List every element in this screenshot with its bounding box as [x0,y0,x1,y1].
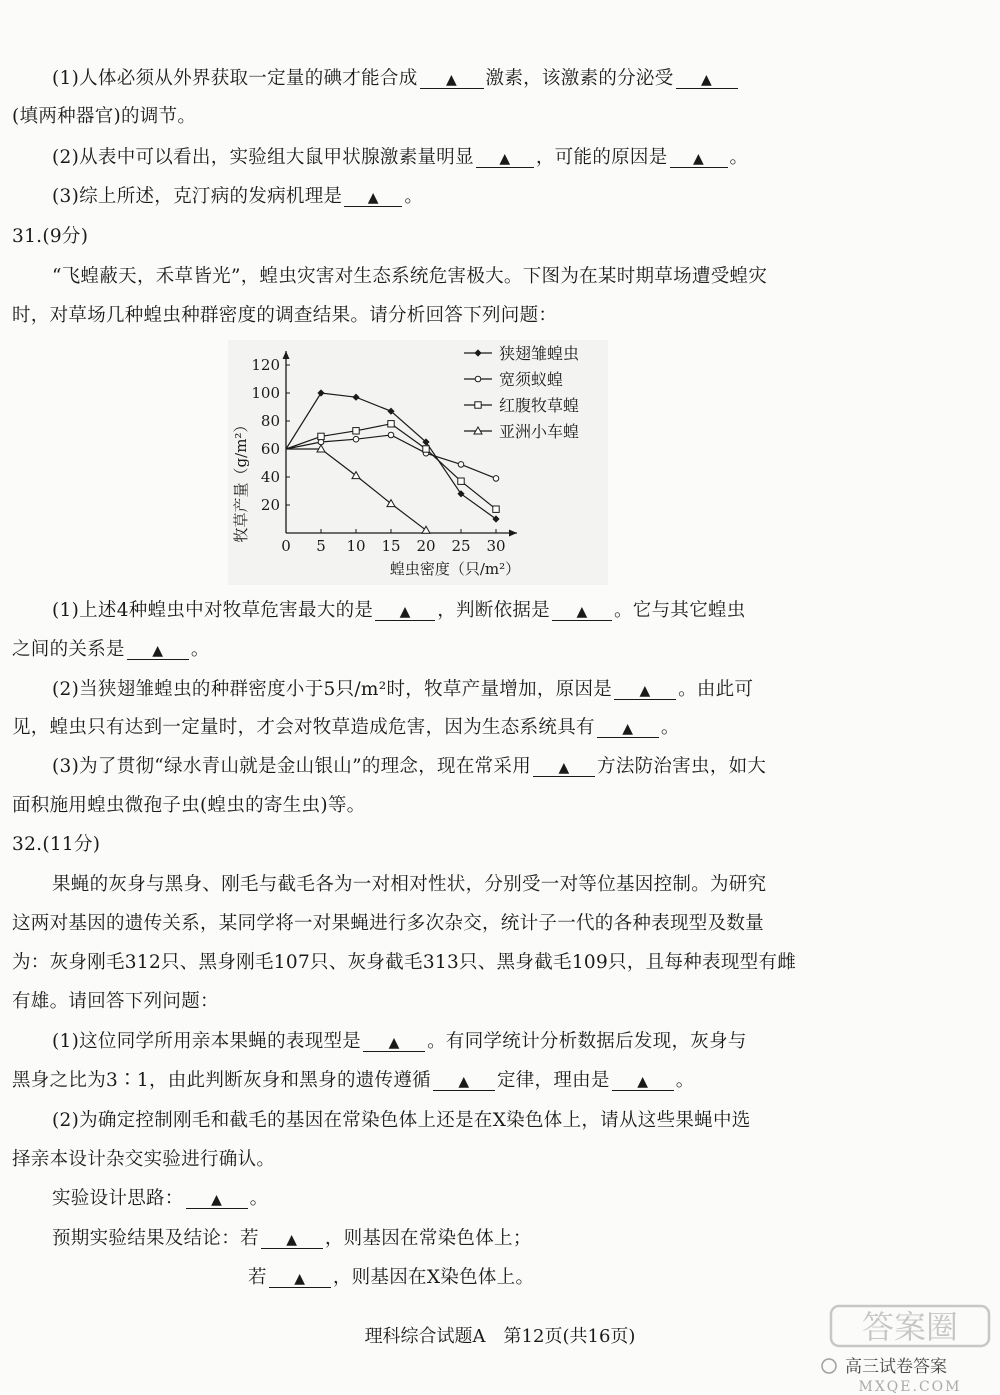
y-tick-label: 60 [260,440,280,458]
y-tick-label: 40 [260,468,280,486]
q31-sub1-line-1 [52,596,746,622]
q32-sub2-line-2: 择亲本设计杂交实验进行确认。 [12,1149,276,1170]
q30-text: ，可能的原因是 [535,147,668,168]
legend-label: 狭翅雏蝗虫 [499,344,580,363]
q32-intro-3: 为：灰身刚毛312只、黑身刚毛107只、灰身截毛313只、黑身截毛109只，且每种表现型有雌 [12,952,797,973]
answer-blank[interactable]: ▲ [612,1071,674,1091]
watermark-big-text: 答案圈 [861,1308,959,1346]
q32-text: 。有同学统计分析数据后发现，灰身与 [427,1031,747,1052]
q30-text: 。 [404,186,424,207]
data-point [493,506,499,512]
q31-intro-2: 时，对草场几种蝗虫种群密度的调查结果。请分析回答下列问题： [12,305,558,326]
q32-text: 定律，理由是 [496,1070,610,1091]
answer-blank[interactable]: ▲ [533,757,595,777]
answer-blank[interactable]: ▲ [127,640,189,660]
q32-design-line [52,1184,268,1210]
q32-intro-1: 果蝇的灰身与黑身、刚毛与截毛各为一对相对性状，分别受一对等位基因控制。为研究 [52,874,767,895]
data-point [493,476,499,482]
wechat-icon [822,1359,836,1373]
q30-line-4 [52,182,423,208]
watermark-small-text: 高三试卷答案 [845,1357,947,1377]
data-point [388,432,394,438]
x-tick-label: 15 [381,537,401,555]
watermark [815,1300,1000,1395]
q30-line-3 [52,143,748,169]
q32-heading: 32.(11分) [12,834,101,855]
q31-sub3-line-1 [52,752,766,778]
q32-text: 。 [675,1070,695,1091]
answer-blank[interactable]: ▲ [476,148,534,168]
legend-marker [475,402,481,408]
answer-blank[interactable]: ▲ [676,69,738,89]
chart-grass-yield-vs-locust-density [228,340,608,585]
q31-intro-1: “飞蝗蔽天，禾草皆光”，蝗虫灾害对生态系统危害极大。下图为在某时期草场遭受蝗灾 [52,266,768,287]
answer-blank[interactable]: ▲ [186,1189,248,1209]
q30-text: (1)人体必须从外界获取一定量的碘才能合成 [52,68,418,89]
answer-blank[interactable]: ▲ [433,1071,495,1091]
q32-sub1-line-2 [12,1066,695,1092]
q31-text: (1)上述4种蝗虫中对牧草危害最大的是 [52,600,374,621]
page-footer: 理科综合试题A 第12页(共16页) [364,1326,636,1347]
q31-text: 方法防治害虫，如大 [597,756,767,777]
answer-blank[interactable]: ▲ [597,718,659,738]
q32-text: ，则基因在常染色体上； [324,1228,532,1249]
answer-blank[interactable]: ▲ [261,1229,323,1249]
q31-heading: 31.(9分) [12,226,89,247]
data-point [388,421,394,427]
q32-text: 。 [249,1188,269,1209]
q32-text: 预期实验结果及结论：若 [52,1228,259,1249]
q30-text: (3)综上所述，克汀病的发病机理是 [52,186,343,207]
q31-sub2-line-2 [12,713,680,739]
q31-sub3-line-2: 面积施用蝗虫微孢子虫(蝗虫的寄生虫)等。 [12,795,366,816]
q31-text: (3)为了贯彻“绿水青山就是金山银山”的理念，现在常采用 [52,756,532,777]
data-point [458,462,464,468]
q30-line-1 [52,64,740,90]
answer-blank[interactable]: ▲ [670,148,728,168]
q31-text: 。 [660,717,680,738]
y-tick-label: 120 [251,356,280,374]
q31-text: 。由此可 [678,679,754,700]
y-axis-label: 牧草产量（g/m²） [232,417,250,543]
legend-label: 红腹牧草蝗 [499,396,580,415]
q32-text: 黑身之比为3∶1，由此判断灰身和黑身的遗传遵循 [12,1070,431,1091]
answer-blank[interactable]: ▲ [363,1032,425,1052]
x-tick-label: 5 [316,537,326,555]
x-tick-label: 25 [451,537,471,555]
q32-intro-4: 有雄。请回答下列问题： [12,991,219,1012]
q30-line-2 [12,102,196,128]
answer-blank[interactable]: ▲ [375,601,435,621]
q32-sub1-line-1 [52,1027,747,1053]
y-tick-label: 80 [260,412,280,430]
data-point [458,478,464,484]
q31-text: ，判断依据是 [437,600,550,621]
q31-text: 。它与其它蝗虫 [614,600,746,621]
q30-text: (2)从表中可以看出，实验组大鼠甲状腺激素量明显 [52,147,474,168]
y-tick-label: 100 [251,384,280,402]
q30-text: 激素，该激素的分泌受 [485,68,674,89]
q31-text: 之间的关系是 [12,639,125,660]
data-point [318,433,324,439]
q32-text: 若 [248,1267,267,1288]
watermark-site-text: MXQE.COM [858,1379,962,1395]
q31-text: 。 [190,639,210,660]
legend-marker [475,376,481,382]
answer-blank[interactable]: ▲ [552,601,612,621]
answer-blank[interactable]: ▲ [614,680,676,700]
legend-label: 亚洲小车蝗 [499,422,580,441]
x-tick-label: 20 [416,537,436,555]
q32-text: 实验设计思路： [52,1188,184,1209]
q31-sub2-line-1 [52,675,753,701]
q32-alt-result-line [248,1263,534,1289]
y-tick-label: 20 [260,496,280,514]
q31-text: 见，蝗虫只有达到一定量时，才会对牧草造成危害，因为生态系统具有 [12,717,595,738]
x-tick-label: 30 [486,537,506,555]
data-point [353,428,359,434]
q32-sub2-line-1: (2)为确定控制刚毛和截毛的基因在常染色体上还是在X染色体上，请从这些果蝇中选 [52,1110,751,1131]
q32-text: ，则基因在X染色体上。 [332,1267,535,1288]
data-point [423,446,429,452]
answer-blank[interactable]: ▲ [269,1268,331,1288]
x-axis-label: 蝗虫密度（只/m²） [389,560,521,578]
q32-intro-2: 这两对基因的遗传关系，某同学将一对果蝇进行多次杂交，统计子一代的各种表现型及数量 [12,913,765,934]
x-tick-label: 0 [281,537,291,555]
legend-label: 宽须蚁蝗 [499,370,564,389]
q30-text: (填两种器官)的调节。 [12,106,197,127]
x-tick-label: 10 [346,537,366,555]
q32-text: (1)这位同学所用亲本果蝇的表现型是 [52,1031,362,1052]
q30-text: 。 [729,147,749,168]
data-point [353,436,359,442]
q31-sub1-line-2 [12,635,210,661]
answer-blank[interactable]: ▲ [420,69,484,89]
q31-text: (2)当狭翅雏蝗虫的种群密度小于5只/m²时，牧草产量增加，原因是 [52,679,613,700]
q32-expect-line [52,1224,532,1250]
answer-blank[interactable]: ▲ [344,187,402,207]
